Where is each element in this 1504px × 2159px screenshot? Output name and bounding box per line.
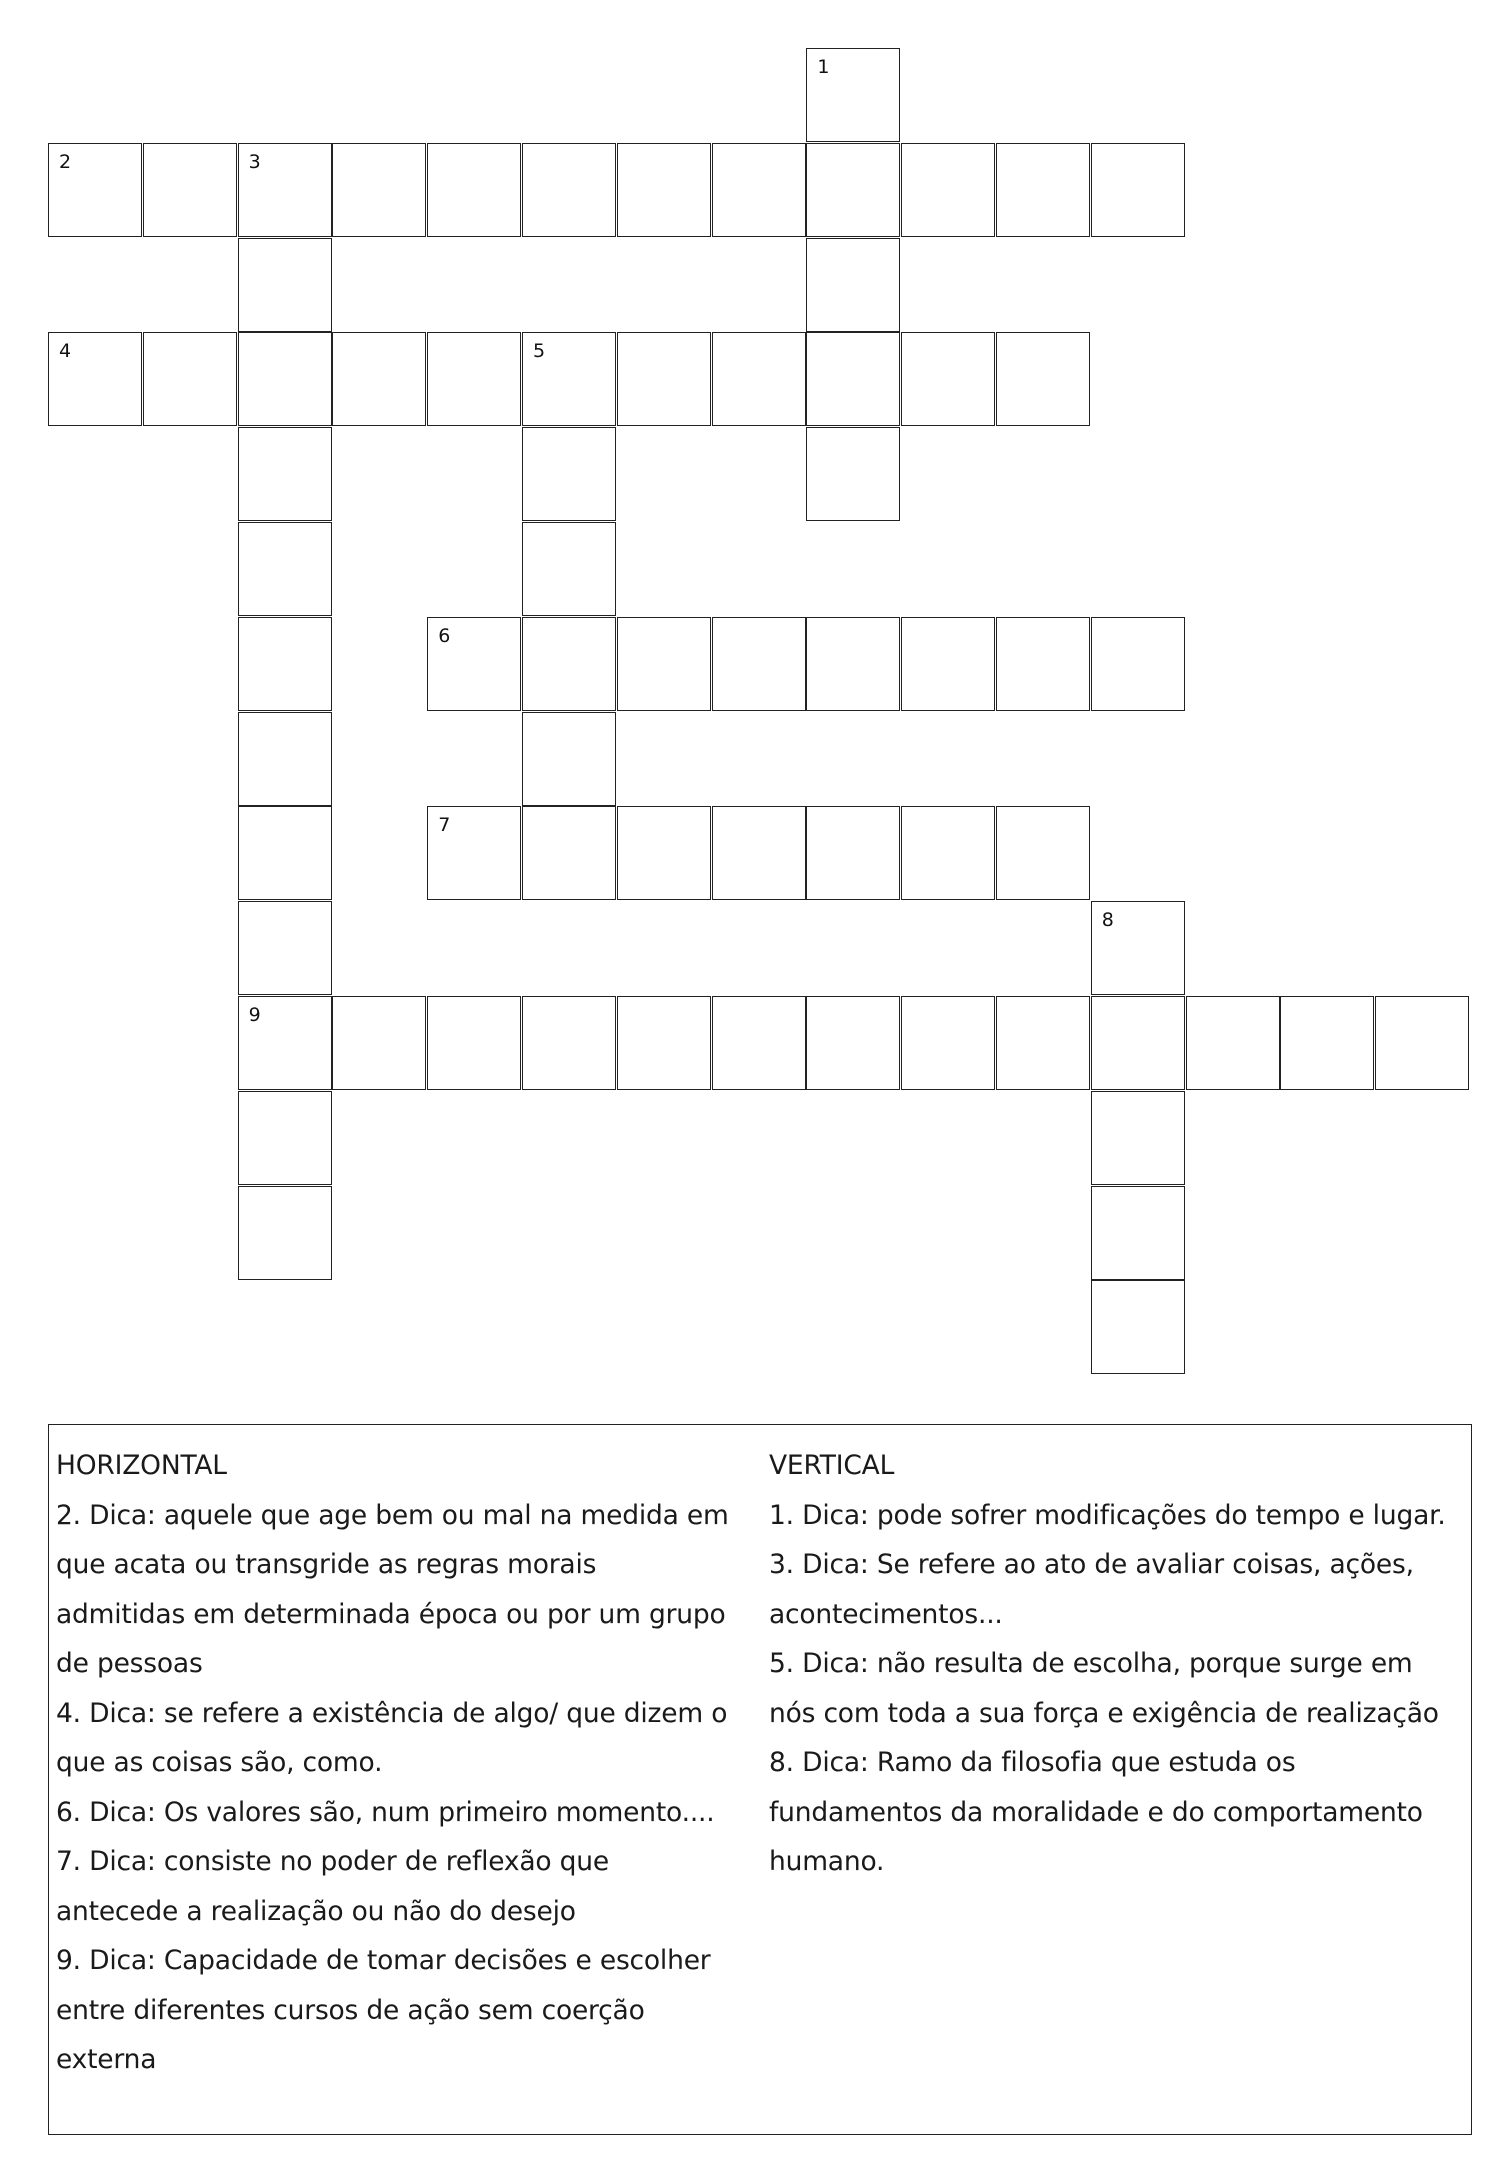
crossword-cell[interactable] [427,996,521,1090]
crossword-cell[interactable] [712,332,806,426]
crossword-cell[interactable] [1280,996,1374,1090]
crossword-cell[interactable] [712,806,806,900]
clue-line: 9. Dica: Capacidade de tomar decisões e escolher [56,1945,711,1976]
clue-line: 6. Dica: Os valores são, num primeiro momento.... [56,1796,715,1828]
clue-line: externa [56,2044,157,2075]
clue-number: 8 [1101,909,1114,932]
clues-box [48,1424,1472,2135]
crossword-cell[interactable] [522,143,616,237]
crossword-cell[interactable] [806,238,900,332]
crossword-cell[interactable] [238,996,332,1090]
crossword-cell[interactable] [806,332,900,426]
clue-line: 4. Dica: se refere a existência de algo/ que dizem o [56,1697,728,1729]
horizontal-clues [56,1441,761,2085]
crossword-cell[interactable] [996,617,1090,711]
crossword-cell[interactable] [427,143,521,237]
crossword-cell[interactable] [238,143,332,237]
crossword-cell[interactable] [806,143,900,237]
crossword-cell[interactable] [1186,996,1280,1090]
crossword-cell[interactable] [143,143,237,237]
crossword-cell[interactable] [617,617,711,711]
crossword-cell[interactable] [238,427,332,521]
crossword-cell[interactable] [238,712,332,806]
clue-line: que as coisas são, como. [56,1747,383,1778]
clue-line: 2. Dica: aquele que age bem ou mal na medida em [56,1499,729,1531]
crossword-cell[interactable] [1091,143,1185,237]
clue-number: 9 [248,1004,261,1026]
crossword-cell[interactable] [1091,1091,1185,1185]
crossword-cell[interactable] [1091,1280,1185,1374]
clue-line: de pessoas [56,1648,203,1679]
crossword-cell[interactable] [806,427,900,521]
clue-number: 3 [248,150,261,173]
crossword-cell[interactable] [522,712,616,806]
crossword-cell[interactable] [238,617,332,711]
crossword-cell[interactable] [996,332,1090,426]
crossword-cell[interactable] [522,427,616,521]
clue-line: admitidas em determinada época ou por um grupo [56,1598,726,1630]
crossword-cell[interactable] [238,901,332,995]
crossword-cell[interactable] [901,996,995,1090]
clue-line: fundamentos da moralidade e do comportamento [769,1796,1423,1828]
crossword-cell[interactable] [143,332,237,426]
crossword-cell[interactable] [901,806,995,900]
crossword-cell[interactable] [806,48,900,142]
crossword-cell[interactable] [712,617,806,711]
crossword-cell[interactable] [617,143,711,237]
crossword-cell[interactable] [1375,996,1469,1090]
crossword-cell[interactable] [712,143,806,237]
crossword-cell[interactable] [1091,617,1185,711]
crossword-cell[interactable] [617,806,711,900]
crossword-cell[interactable] [522,617,616,711]
crossword-cell[interactable] [427,332,521,426]
horizontal-heading: HORIZONTAL [56,1450,227,1481]
crossword-cell[interactable] [238,1091,332,1185]
crossword-cell[interactable] [238,238,332,332]
crossword-cell[interactable] [238,522,332,616]
crossword-cell[interactable] [806,617,900,711]
clue-line: acontecimentos... [769,1598,1003,1630]
clue-line: humano. [769,1846,885,1877]
crossword-cell[interactable] [522,996,616,1090]
crossword-cell[interactable] [238,1186,332,1280]
crossword-cell[interactable] [1091,901,1185,995]
crossword-cell[interactable] [522,522,616,616]
crossword-cell[interactable] [427,806,521,900]
vertical-heading: VERTICAL [769,1450,895,1481]
clue-number: 4 [59,340,72,363]
crossword-cell[interactable] [617,996,711,1090]
clue-line: 1. Dica: pode sofrer modificações do tempo e lugar. [769,1499,1446,1531]
crossword-cell[interactable] [996,996,1090,1090]
crossword-cell[interactable] [901,143,995,237]
crossword-cell[interactable] [901,332,995,426]
crossword-cell[interactable] [332,332,426,426]
clue-line: 5. Dica: não resulta de escolha, porque surge em [769,1648,1413,1679]
clue-number: 5 [533,340,546,363]
clue-line: entre diferentes cursos de ação sem coerção [56,1994,645,2026]
clue-number: 1 [817,56,830,78]
crossword-cell[interactable] [617,332,711,426]
crossword-cell[interactable] [806,996,900,1090]
crossword-cell[interactable] [238,806,332,900]
crossword-cell[interactable] [712,996,806,1090]
crossword-cell[interactable] [806,806,900,900]
crossword-cell[interactable] [1091,996,1185,1090]
crossword-cell[interactable] [332,143,426,237]
crossword-cell[interactable] [522,332,616,426]
crossword-cell[interactable] [427,617,521,711]
crossword-cell[interactable] [48,143,142,237]
clue-number: 6 [438,624,451,647]
crossword-cell[interactable] [332,996,426,1090]
crossword-cell[interactable] [996,806,1090,900]
vertical-clues [769,1441,1469,1887]
clue-number: 2 [59,150,72,173]
crossword-cell[interactable] [48,332,142,426]
clue-line: antecede a realização ou não do desejo [56,1895,576,1927]
crossword-cell[interactable] [522,806,616,900]
crossword-cell[interactable] [901,617,995,711]
crossword-cell[interactable] [996,143,1090,237]
crossword-cell[interactable] [1091,1186,1185,1280]
clue-line: nós com toda a sua força e exigência de realização [769,1697,1439,1729]
crossword-cell[interactable] [238,332,332,426]
clue-number: 7 [438,814,451,837]
clue-line: 3. Dica: Se refere ao ato de avaliar coisas, ações, [769,1549,1414,1580]
clue-line: que acata ou transgride as regras morais [56,1549,597,1580]
clue-line: 7. Dica: consiste no poder de reflexão que [56,1846,609,1877]
clue-line: 8. Dica: Ramo da filosofia que estuda os [769,1747,1296,1778]
